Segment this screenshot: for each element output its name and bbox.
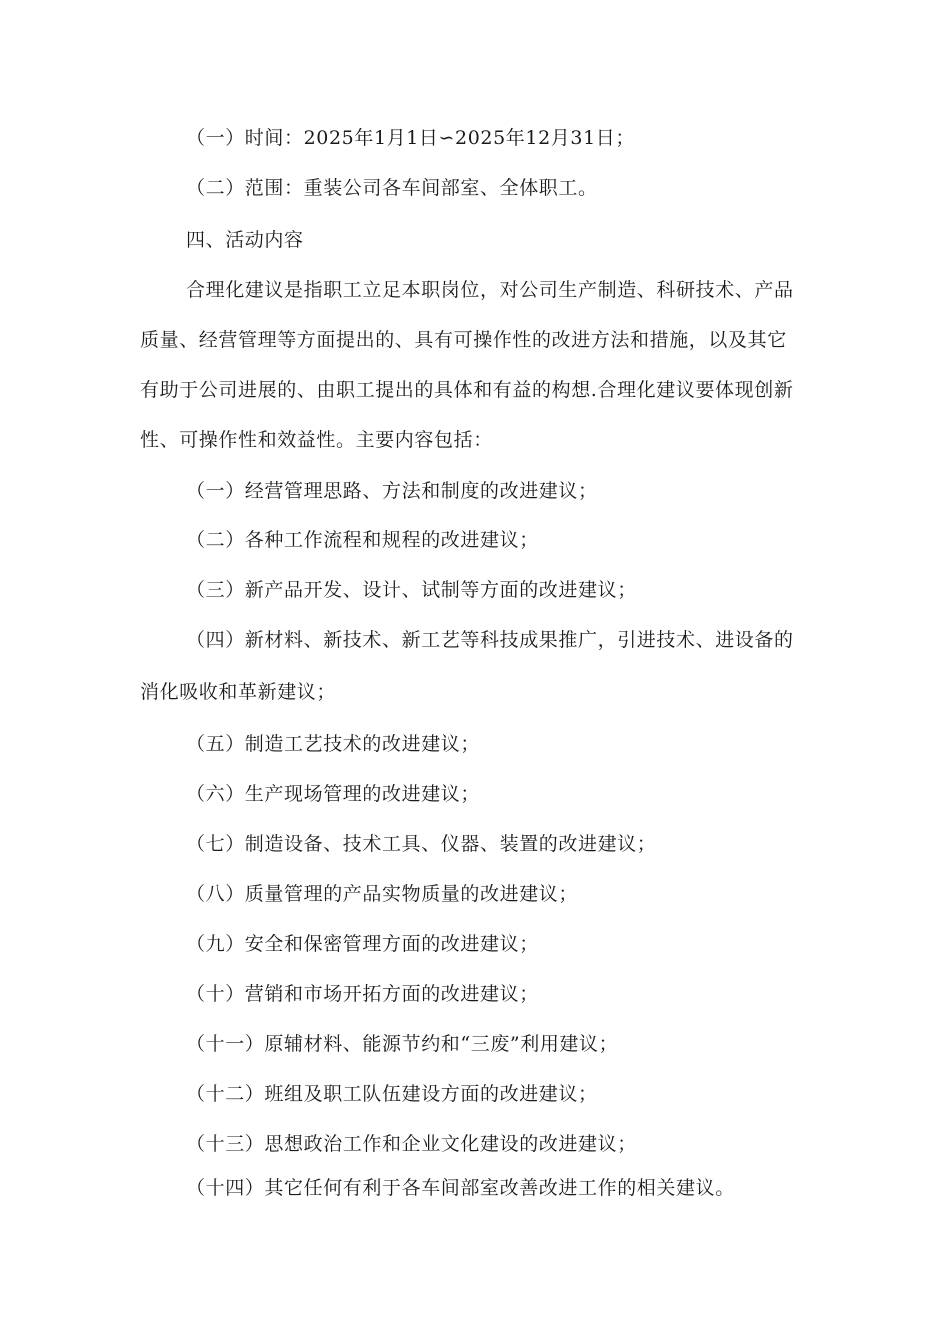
list-item: （二）各种工作流程和规程的改进建议； [186, 529, 539, 551]
list-item: （十一）原辅材料、能源节约和“三废”利用建议； [186, 1033, 619, 1055]
list-item: （十三）思想政治工作和企业文化建设的改进建议； [186, 1133, 637, 1155]
list-item-continuation: 消化吸收和革新建议； [140, 681, 337, 703]
list-item: （五）制造工艺技术的改进建议； [186, 733, 481, 755]
list-item: （七）制造设备、技术工具、仪器、装置的改进建议； [186, 833, 657, 855]
scope-item: （二）范围：重装公司各车间部室、全体职工。 [186, 177, 598, 199]
list-item: （三）新产品开发、设计、试制等方面的改进建议； [186, 579, 637, 601]
list-item: （一）经营管理思路、方法和制度的改进建议； [186, 480, 598, 502]
intro-line: 性、可操作性和效益性。主要内容包括： [140, 429, 493, 451]
intro-line: 有助于公司进展的、由职工提出的具体和有益的构想.合理化建议要体现创新 [140, 379, 794, 401]
time-item: （一）时间：2025年1月1日∽2025年12月31日； [186, 127, 635, 149]
list-item: （十二）班组及职工队伍建设方面的改进建议； [186, 1083, 598, 1105]
list-item: （九）安全和保密管理方面的改进建议； [186, 933, 539, 955]
list-item: （六）生产现场管理的改进建议； [186, 783, 481, 805]
intro-line: 合理化建议是指职工立足本职岗位，对公司生产制造、科研技术、产品 [186, 279, 794, 301]
list-item: （四）新材料、新技术、新工艺等科技成果推广，引进技术、进设备的 [186, 629, 794, 651]
list-item: （十）营销和市场开拓方面的改进建议； [186, 983, 539, 1005]
list-item: （十四）其它任何有利于各车间部室改善改进工作的相关建议。 [186, 1177, 735, 1199]
list-item: （八）质量管理的产品实物质量的改进建议； [186, 883, 579, 905]
intro-line: 质量、经营管理等方面提出的、具有可操作性的改进方法和措施，以及其它 [140, 329, 787, 351]
section-heading: 四、活动内容 [186, 229, 304, 251]
